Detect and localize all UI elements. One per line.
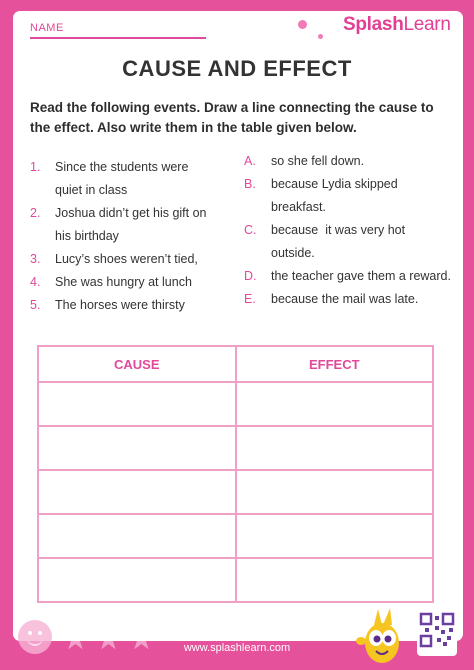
cause-number: 4. [30,275,41,289]
cause-number: 5. [30,298,41,312]
cause-text: The horses were thirsty [55,298,185,312]
effect-letter: C. [244,223,257,237]
cause-cell[interactable] [38,514,236,558]
cause-number: 1. [30,160,41,174]
effect-cell[interactable] [236,470,434,514]
table-row [38,426,433,470]
table-row [38,470,433,514]
star-icon: ★ [62,623,89,656]
star-icon: ★ [95,623,122,656]
cause-number: 3. [30,252,41,266]
cause-item [30,248,207,271]
cause-cell[interactable] [38,558,236,602]
cause-cell[interactable] [38,426,236,470]
effect-item [244,173,451,219]
effect-letter: E. [244,292,256,306]
effect-item [244,265,451,288]
effect-list [244,150,451,311]
effect-text: because Lydia skipped breakfast. [271,177,398,214]
cause-text: Since the students were quiet in class [55,160,189,197]
table-row [38,514,433,558]
cause-text: She was hungry at lunch [55,275,192,289]
decorative-dot [298,20,307,29]
table-row [38,382,433,426]
qr-code-icon [417,608,457,656]
mascot-character-icon [352,603,412,667]
effect-text: the teacher gave them a reward. [271,269,451,283]
effect-text: because it was very hot outside. [271,223,406,260]
effect-text: so she fell down. [271,154,365,168]
column-header-cause: CAUSE [38,346,236,382]
effect-cell[interactable] [236,382,434,426]
cause-item [30,271,207,294]
cause-effect-table [37,345,434,603]
column-header-effect: EFFECT [236,346,434,382]
effect-cell[interactable] [236,514,434,558]
effect-text: because the mail was late. [271,292,419,306]
page-title: CAUSE AND EFFECT [122,56,352,81]
effect-letter: D. [244,269,257,283]
cause-list [30,156,207,317]
cause-cell[interactable] [38,382,236,426]
table-header-row [38,346,433,382]
cause-item [30,156,207,202]
cause-item [30,202,207,248]
effect-item [244,288,451,311]
cause-text: Joshua didn’t get his gift on his birthday [55,206,207,243]
splashlearn-logo [343,14,451,36]
name-write-line[interactable] [30,37,206,39]
instructions-text: Read the following events. Draw a line connecting the cause to the effect. Also write them in the table given below. [30,100,434,135]
effect-letter: B. [244,177,256,191]
effect-cell[interactable] [236,426,434,470]
effect-letter: A. [244,154,256,168]
logo-learn: Learn [403,14,451,35]
effect-item [244,219,451,265]
cause-number: 2. [30,206,41,220]
effect-item [244,150,451,173]
star-icon: ★ [128,623,155,656]
table-row [38,558,433,602]
name-label: NAME [30,22,64,34]
effect-cell[interactable] [236,558,434,602]
cause-item [30,294,207,317]
footer-url: www.splashlearn.com [183,642,291,654]
cause-cell[interactable] [38,470,236,514]
cause-text: Lucy’s shoes weren’t tied, [55,252,198,266]
decorative-dot [318,34,323,39]
logo-splash: Splash [343,14,404,35]
